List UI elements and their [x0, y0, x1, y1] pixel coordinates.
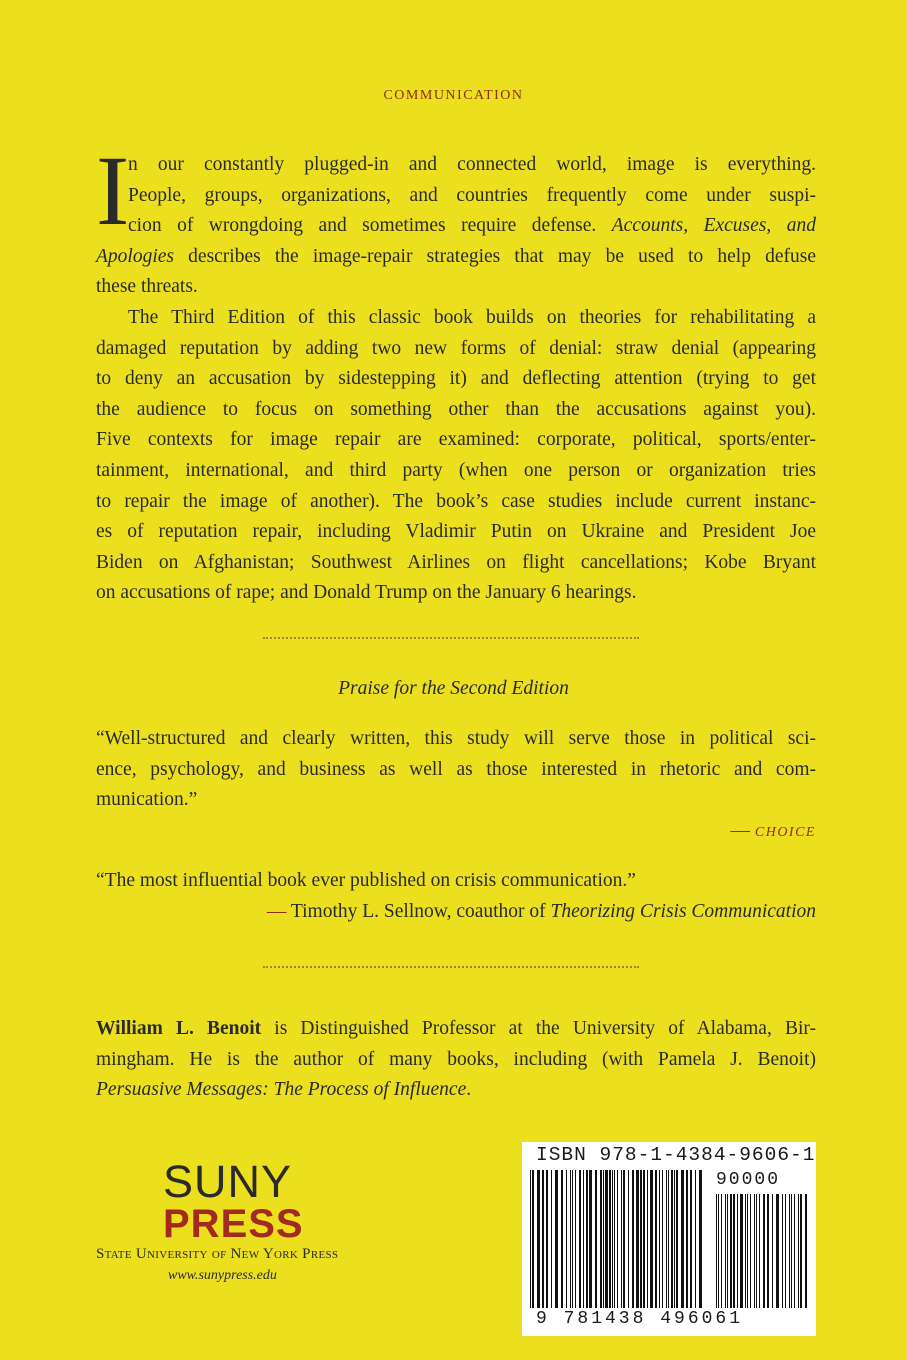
barcode-bar [614, 1170, 615, 1308]
blurb-line: the audience to focus on something other than the accusations against you). [96, 398, 816, 420]
barcode-bar [794, 1194, 795, 1308]
attribution-source: Timothy L. Sellnow, coauthor of [290, 900, 551, 922]
barcode-bar [772, 1194, 773, 1308]
blurb-text: describes the image-repair strategies that may be used to help defuse [174, 245, 816, 267]
barcode-bar [716, 1194, 717, 1308]
barcode-bar [676, 1170, 678, 1308]
barcode-bar [791, 1194, 792, 1308]
barcode-bar [561, 1170, 563, 1308]
barcode-bar [737, 1194, 738, 1308]
barcode-bar [612, 1170, 613, 1308]
drop-cap: I [96, 135, 130, 246]
barcode-bar [600, 1170, 602, 1308]
barcode-bar [776, 1194, 779, 1308]
barcode-bar [595, 1170, 597, 1308]
blurb-line: on accusations of rape; and Donald Trump on the January 6 hearings. [96, 582, 637, 604]
price-barcode [714, 1194, 810, 1310]
barcode-bar [566, 1170, 567, 1308]
logo-suny-text: SUNY [163, 1156, 293, 1207]
barcode-bar [655, 1170, 657, 1308]
barcode-bar [643, 1170, 645, 1308]
barcode-bar [782, 1194, 783, 1308]
barcode-bar [575, 1170, 576, 1308]
blurb-line: these threats. [96, 276, 198, 298]
bio-book-title: Persuasive Messages: The Process of Influence [96, 1079, 467, 1101]
barcode-bar [628, 1170, 629, 1308]
barcode-bar [767, 1194, 769, 1308]
barcode-bar [785, 1194, 786, 1308]
barcode-bar [583, 1170, 584, 1308]
barcode-bar [570, 1170, 571, 1308]
bio-text: is Distinguished Professor at the University of Alabama, Bir- [261, 1018, 816, 1039]
barcode-bar [756, 1194, 757, 1308]
barcode-bar [798, 1194, 799, 1308]
barcode-bar [636, 1170, 639, 1308]
quote-attribution [96, 816, 816, 847]
barcode-bar [586, 1170, 588, 1308]
quote-attribution [96, 897, 816, 928]
bio-line [96, 1014, 816, 1045]
barcode-bar [686, 1170, 688, 1308]
isbn-barcode [528, 1170, 708, 1310]
barcode-bar [718, 1194, 719, 1308]
blurb-line: es of reputation repair, including Vladimir Putin on Ukraine and President Joe [96, 521, 816, 543]
blurb-line: to repair the image of another). The book’s case studies include current instanc- [96, 490, 816, 512]
barcode-bar [589, 1170, 592, 1308]
barcode-bar [603, 1170, 604, 1308]
barcode-bar [800, 1194, 802, 1308]
blurb-line [96, 211, 816, 242]
barcode-bar [745, 1194, 746, 1308]
quote-line: ence, psychology, and business as well as those interested in rhetoric and com- [96, 758, 816, 780]
bio-line [96, 1075, 816, 1106]
barcode-bar [725, 1194, 726, 1308]
barcode-digits: 9 781438 496061 [536, 1309, 744, 1329]
barcode-bar [668, 1170, 669, 1308]
barcode-bar [605, 1170, 608, 1308]
quote-line: “The most influential book ever published on crisis communication.” [96, 870, 636, 891]
barcode-bar [754, 1194, 755, 1308]
barcode-bar [789, 1194, 790, 1308]
barcode-bar [666, 1170, 667, 1308]
barcode-bar [551, 1170, 552, 1308]
barcode-bar [681, 1170, 684, 1308]
quote-line: “Well-structured and clearly written, this study will serve those in political sci- [96, 728, 816, 749]
barcode-bar [674, 1170, 675, 1308]
blurb-text: cion of wrongdoing and sometimes require defense. [128, 215, 597, 237]
barcode-bar [579, 1170, 581, 1308]
review-quote-sellnow [96, 866, 816, 927]
barcode-bar [647, 1170, 648, 1308]
attribution-dash: — [730, 819, 755, 841]
logo-press-text: PRESS [163, 1202, 304, 1246]
barcode-bar [747, 1194, 748, 1308]
barcode-bar [740, 1194, 743, 1308]
barcode-bar [621, 1170, 622, 1308]
barcode-bar [546, 1170, 548, 1308]
barcode-bar [555, 1170, 558, 1308]
blurb-line: tainment, international, and third party (when one person or organization tries [96, 459, 816, 481]
barcode-bar [542, 1170, 544, 1308]
blurb-line: to deny an accusation by sidestepping it) and deflecting attention (trying to get [96, 368, 816, 390]
blurb-line: Five contexts for image repair are examined: corporate, political, sports/enter- [96, 429, 816, 451]
suny-press-logo [163, 1156, 304, 1246]
blurb-line [96, 242, 816, 273]
barcode-bar [532, 1170, 534, 1308]
author-name: William L. Benoit [96, 1018, 262, 1039]
barcode-bar [662, 1170, 663, 1308]
barcode-bar [690, 1170, 692, 1308]
publisher-url: www.sunypress.edu [168, 1268, 277, 1283]
price-code: 90000 [716, 1170, 781, 1190]
barcode-bar [659, 1170, 660, 1308]
isbn-label: ISBN 978-1-4384-9606-1 [536, 1144, 816, 1166]
book-title-italic: Apologies [96, 245, 174, 267]
author-bio [96, 1014, 816, 1106]
blurb-line: The Third Edition of this classic book builds on theories for rehabilitating a [128, 306, 816, 328]
barcode-bar [640, 1170, 642, 1308]
blurb-line: Biden on Afghanistan; Southwest Airlines on flight cancellations; Kobe Bryant [96, 551, 816, 573]
publisher-name: State University of New York Press [96, 1246, 339, 1262]
barcode-bar [671, 1170, 673, 1308]
barcode-bar [733, 1194, 735, 1308]
barcode-bar [650, 1170, 653, 1308]
dotted-divider [263, 966, 639, 968]
barcode-bar [750, 1194, 751, 1308]
barcode-bar [609, 1170, 611, 1308]
book-title-italic: Accounts, Excuses, and [611, 215, 817, 237]
description-blurb [96, 135, 817, 609]
attribution-dash: — [266, 900, 291, 922]
bio-text: . [466, 1079, 472, 1101]
review-quote-choice [96, 724, 816, 846]
barcode-bar [530, 1170, 531, 1308]
barcode-bar [617, 1170, 618, 1308]
attribution-source: CHOICE [754, 824, 816, 840]
quote-line: munication.” [96, 789, 198, 811]
category-label: COMMUNICATION [383, 88, 524, 103]
barcode-bar [572, 1170, 573, 1308]
barcode-bar [721, 1194, 722, 1308]
barcode-bar [537, 1170, 540, 1308]
barcode-bar [763, 1194, 765, 1308]
barcode-bar [805, 1194, 807, 1308]
barcode-bar [623, 1170, 625, 1308]
barcode-bar [730, 1194, 732, 1308]
barcode-bar [727, 1194, 728, 1308]
barcode-bar [632, 1170, 634, 1308]
blurb-line: damaged reputation by adding two new forms of denial: straw denial (appearing [96, 337, 816, 359]
praise-heading: Praise for the Second Edition [338, 678, 569, 699]
bio-line: mingham. He is the author of many books, including (with Pamela J. Benoit) [96, 1048, 816, 1070]
blurb-line: People, groups, organizations, and countries frequently come under suspi- [128, 184, 816, 206]
blurb-line: n our constantly plugged-in and connected world, image is everything. [128, 154, 816, 175]
barcode-bar [695, 1170, 696, 1308]
barcode-bar [759, 1194, 760, 1308]
dotted-divider [263, 637, 639, 639]
barcode-bar [699, 1170, 702, 1308]
attribution-book-title: Theorizing Crisis Communication [550, 900, 816, 922]
